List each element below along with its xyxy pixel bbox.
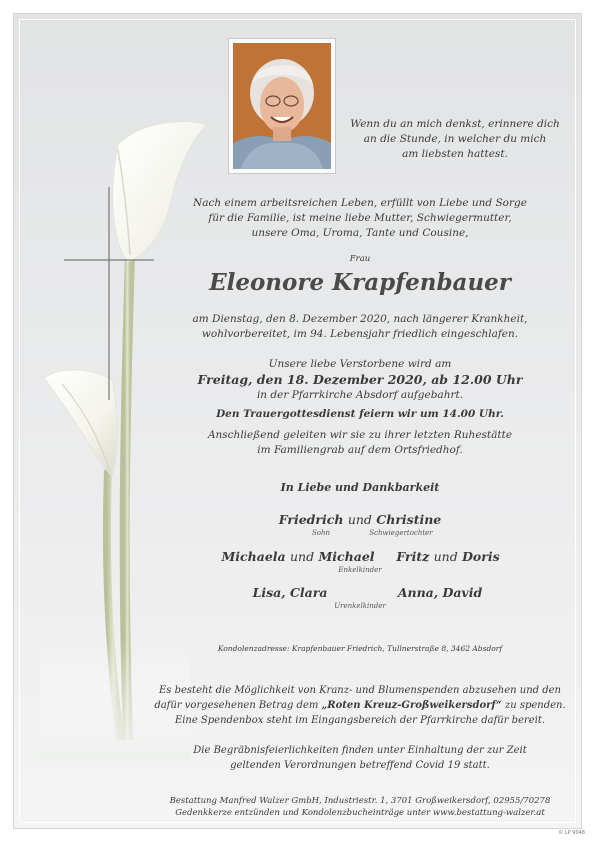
intro-text xyxy=(160,196,560,241)
donation-text: zu spenden. xyxy=(501,700,566,711)
death-line: am Dienstag, den 8. Dezember 2020, nach längerer Krankheit, xyxy=(192,313,528,325)
salutation: Frau xyxy=(349,254,371,264)
death-line: wohlvorbereitet, im 94. Lebensjahr friedlich eingeschlafen. xyxy=(201,328,519,340)
portrait-photo xyxy=(233,43,331,169)
undertaker-line: Gedenkkerze entzünden und Kondolenzbucheinträge unter www.bestattung-walzer.at xyxy=(175,808,545,818)
mourner-name: Doris xyxy=(462,549,500,564)
closing-phrase: In Liebe und Dankbarkeit xyxy=(280,481,440,494)
intro-line: für die Familie, ist meine liebe Mutter, Schwiegermutter, xyxy=(208,212,512,224)
donation-line: Es besteht die Möglichkeit von Kranz- und Blumenspenden abzusehen und den xyxy=(158,685,561,696)
deceased-name: Eleonore Krapfenbauer xyxy=(209,269,511,296)
poem-line: an die Stunde, in welcher du mich xyxy=(363,133,547,145)
relation-label: Schwiegertochter xyxy=(369,529,433,537)
laying-out-location: in der Pfarrkirche Absdorf aufgebahrt. xyxy=(256,389,464,401)
covid-line: geltenden Verordnungen betreffend Covid 19 statt. xyxy=(230,760,490,771)
donation-line xyxy=(150,698,570,713)
undertaker-line: Bestattung Manfred Walzer GmbH, Industriestr. 1, 3701 Großweikersdorf, 02955/70278 xyxy=(169,796,551,806)
relation-label: Enkelkinder xyxy=(338,566,382,574)
funeral-service: Den Trauergottesdienst feiern wir um 14.00 Uhr. xyxy=(216,408,504,420)
mourner-name: Friedrich xyxy=(278,512,344,527)
intro-line: unsere Oma, Uroma, Tante und Cousine, xyxy=(251,227,469,239)
mourners-grandchildren-b xyxy=(388,549,508,564)
burial-text xyxy=(160,428,560,458)
laying-out-line: Unsere liebe Verstorbene wird am xyxy=(268,358,452,370)
poem-line: am liebsten hattest. xyxy=(402,148,508,160)
donation-line: Eine Spendenbox steht im Eingangsbereich der Pfarrkirche dafür bereit. xyxy=(174,715,546,726)
poem-line: Wenn du an mich denkst, erinnere dich xyxy=(350,118,560,130)
portrait-photo-frame xyxy=(228,38,336,174)
mourners-grandchildren-a xyxy=(218,549,378,564)
donation-recipient: „Roten Kreuz-Großweikersdorf“ xyxy=(321,700,502,711)
lily-flower-lower xyxy=(44,370,117,476)
conjunction: und xyxy=(347,512,372,527)
burial-line: im Familiengrab auf dem Ortsfriedhof. xyxy=(257,444,463,456)
mourner-name: Christine xyxy=(376,512,442,527)
undertaker-info xyxy=(150,795,570,819)
laying-out-date: Freitag, den 18. Dezember 2020, ab 12.00 Uhr xyxy=(197,372,523,387)
condolence-address: Kondolenzadresse: Krapfenbauer Friedrich, Tullnerstraße 8, 3462 Absdorf xyxy=(217,644,503,653)
mourner-name: Fritz xyxy=(396,549,430,564)
mourners-greatgrandchildren-b: Anna, David xyxy=(397,585,483,600)
conjunction: und xyxy=(433,549,458,564)
death-notice xyxy=(160,312,560,342)
covid-line: Die Begräbnisfeierlichkeiten finden unter Einhaltung der zur Zeit xyxy=(193,745,527,756)
intro-line: Nach einem arbeitsreichen Leben, erfüllt von Liebe und Sorge xyxy=(193,197,527,209)
conjunction: und xyxy=(289,549,315,564)
mourner-name: Michaela xyxy=(221,549,286,564)
poem xyxy=(330,117,580,162)
donation-notice xyxy=(150,683,570,728)
mourner-name: Michael xyxy=(318,549,375,564)
relation-label: Urenkelkinder xyxy=(334,602,386,610)
mourners-greatgrandchildren-a: Lisa, Clara xyxy=(252,585,328,600)
donation-text: dafür vorgesehenen Betrag dem xyxy=(154,700,322,711)
mourners-children xyxy=(160,512,560,527)
copyright-mark: © LP 9048 xyxy=(558,830,585,836)
burial-line: Anschließend geleiten wir sie zu ihrer letzten Ruhestätte xyxy=(207,429,513,441)
relation-label: Sohn xyxy=(311,529,331,537)
covid-notice xyxy=(160,743,560,773)
